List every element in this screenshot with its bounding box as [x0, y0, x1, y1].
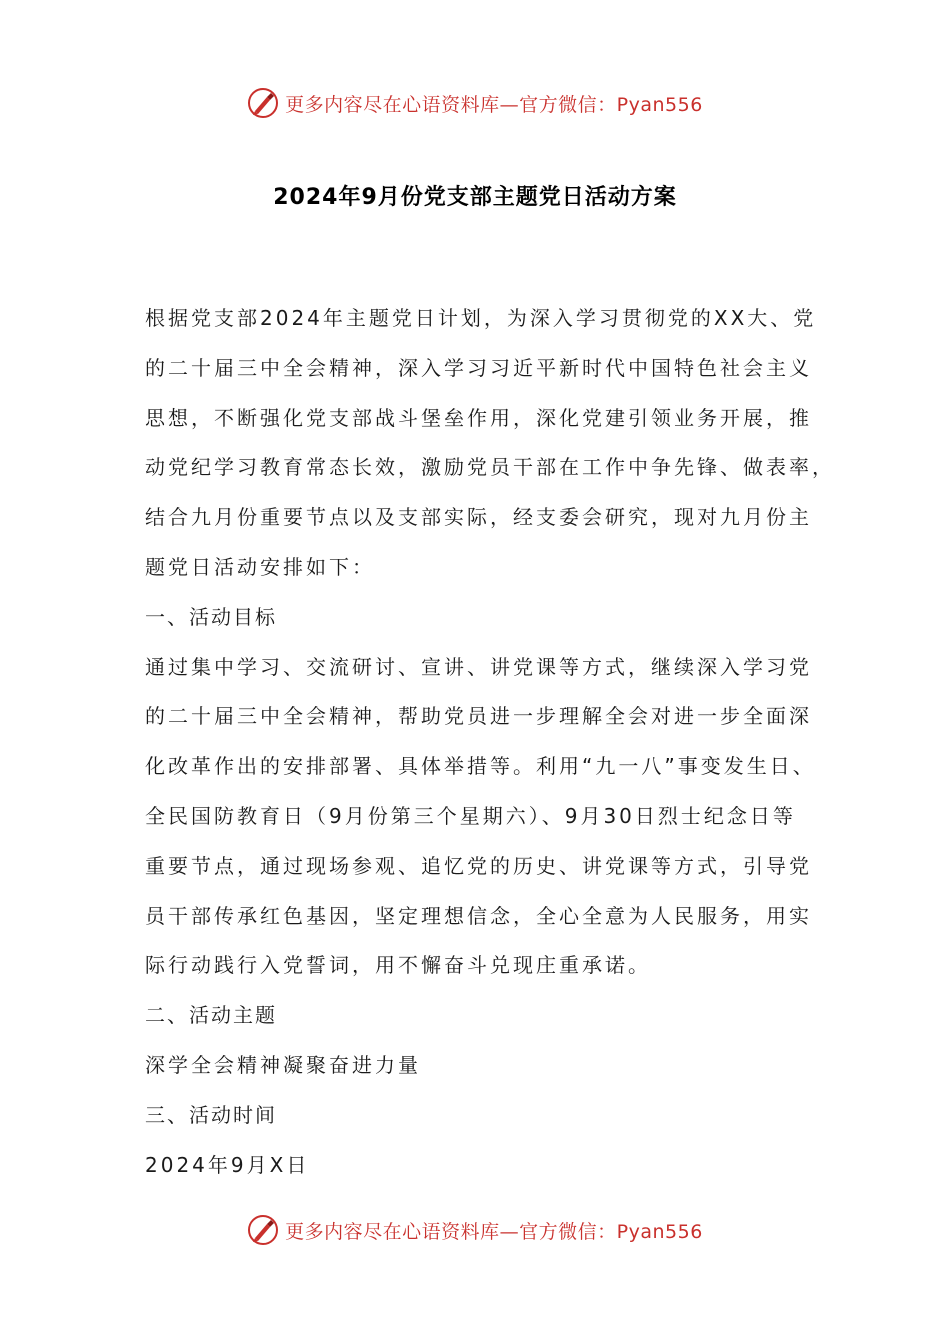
watermark-footer [0, 1213, 950, 1247]
section-heading-theme: 二、活动主题 [145, 1003, 277, 1028]
body-line: 际行动践行入党誓词，用不懈奋斗兑现庄重承诺。 [145, 953, 651, 978]
body-line: 结合九月份重要节点以及支部实际，经支委会研究，现对九月份主 [145, 505, 812, 530]
watermark-text: 更多内容尽在心语资料库—官方微信：Pyan556 [285, 1220, 703, 1243]
pen-logo-icon [247, 87, 279, 119]
body-line: 全民国防教育日（9月份第三个星期六）、9月30日烈士纪念日等 [145, 803, 796, 828]
watermark-wechat-id: Pyan556 [616, 1220, 703, 1243]
body-line: 思想，不断强化党支部战斗堡垒作用，深化党建引领业务开展，推 [145, 405, 812, 430]
document-title: 2024年9月份党支部主题党日活动方案 [273, 185, 677, 210]
watermark-wechat-id: Pyan556 [616, 93, 703, 116]
body-line: 的二十届三中全会精神，深入学习习近平新时代中国特色社会主义 [145, 355, 812, 380]
body-line: 题党日活动安排如下： [145, 554, 375, 579]
section-heading-time: 三、活动时间 [145, 1102, 277, 1127]
body-line: 深学全会精神凝聚奋进力量 [145, 1052, 421, 1077]
section-heading-goals: 一、活动目标 [145, 604, 277, 629]
document-body [145, 300, 835, 1196]
pen-logo-icon [247, 1214, 279, 1246]
body-line: 的二十届三中全会精神，帮助党员进一步理解全会对进一步全面深 [145, 704, 812, 729]
body-line: 员干部传承红色基因，坚定理想信念，全心全意为人民服务，用实 [145, 903, 812, 928]
watermark-header [0, 86, 950, 120]
body-line: 根据党支部2024年主题党日计划，为深入学习贯彻党的XX大、党 [145, 306, 817, 330]
watermark-text: 更多内容尽在心语资料库—官方微信：Pyan556 [285, 93, 703, 116]
body-line: 动党纪学习教育常态长效，激励党员干部在工作中争先锋、做表率， [145, 455, 835, 480]
body-line: 通过集中学习、交流研讨、宣讲、讲党课等方式，继续深入学习党 [145, 654, 812, 679]
body-line: 2024年9月X日 [145, 1152, 310, 1177]
body-line: 重要节点，通过现场参观、追忆党的历史、讲党课等方式，引导党 [145, 853, 812, 878]
body-line: 化改革作出的安排部署、具体举措等。利用“九一八”事变发生日、 [145, 754, 816, 779]
